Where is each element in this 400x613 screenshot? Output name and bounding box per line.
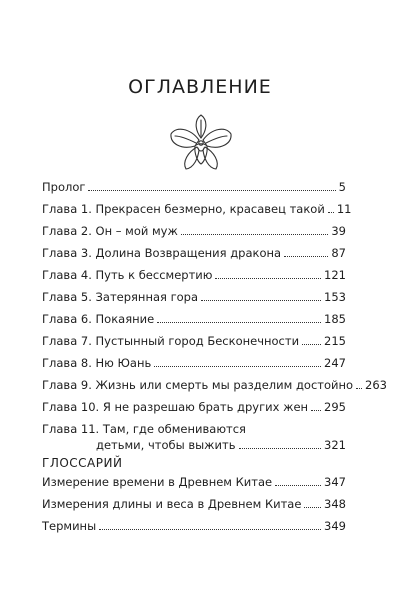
entry-page: 215 (324, 334, 346, 348)
glossary-heading: ГЛОССАРИЙ (42, 456, 123, 470)
entry-label: Глава 8. Ню Юань (42, 356, 152, 370)
entry-label: Пролог (42, 180, 86, 194)
toc-entry[interactable] (42, 290, 346, 304)
toc-entry[interactable] (42, 422, 346, 452)
entry-label: Глава 2. Он – мой муж (42, 224, 178, 238)
dot-leader (181, 234, 329, 235)
entry-label-continued: детьми, чтобы выжить (96, 438, 236, 452)
glossary-entry[interactable] (42, 519, 346, 533)
dot-leader (356, 388, 362, 389)
entry-label: Глава 11. Там, где обмениваются (42, 422, 246, 436)
entry-label: Глава 1. Прекрасен безмерно, красавец такой (42, 202, 325, 216)
entry-page: 321 (324, 438, 346, 452)
entry-page: 247 (324, 356, 346, 370)
dot-leader (154, 366, 321, 367)
entry-label: Глава 7. Пустынный город Бесконечности (42, 334, 300, 348)
entry-page: 5 (338, 180, 346, 194)
entry-page: 87 (331, 246, 346, 260)
entry-line-2 (42, 438, 346, 452)
entry-page: 39 (331, 224, 346, 238)
entry-page: 11 (336, 202, 352, 216)
dot-leader (201, 300, 321, 301)
toc-entry[interactable] (42, 246, 346, 260)
entry-page: 347 (324, 475, 346, 489)
dot-leader (311, 410, 321, 411)
glossary-entry[interactable] (42, 475, 346, 489)
entry-label: Термины (42, 519, 97, 533)
toc-entry[interactable] (42, 268, 346, 282)
page-title: ОГЛАВЛЕНИЕ (128, 76, 272, 98)
entry-page: 263 (365, 378, 387, 392)
entry-label: Глава 9. Жизнь или смерть мы разделим достойно (42, 378, 354, 392)
entry-label: Глава 10. Я не разрешаю брать других жен (42, 400, 309, 414)
dot-leader (302, 344, 321, 345)
dot-leader (215, 278, 321, 279)
entry-page: 153 (324, 290, 346, 304)
glossary-entry[interactable] (42, 497, 346, 511)
toc-list (42, 180, 387, 452)
toc-entry[interactable] (42, 356, 346, 370)
entry-label: Глава 4. Путь к бессмертию (42, 268, 213, 282)
entry-label: Измерение времени в Древнем Китае (42, 475, 273, 489)
entry-page: 121 (324, 268, 346, 282)
entry-label: Глава 6. Покаяние (42, 312, 155, 326)
toc-entry[interactable] (42, 180, 346, 194)
entry-label: Измерения длины и веса в Древнем Китае (42, 497, 302, 511)
toc-entry[interactable] (42, 224, 346, 238)
dot-leader (157, 322, 321, 323)
dot-leader (88, 190, 335, 191)
dot-leader (275, 485, 321, 486)
entry-label: Глава 3. Долина Возвращения дракона (42, 246, 282, 260)
toc-entry[interactable] (42, 378, 387, 392)
toc-entry[interactable] (42, 312, 346, 326)
dot-leader (328, 212, 334, 213)
entry-page: 185 (324, 312, 346, 326)
dot-leader (304, 507, 321, 508)
entry-page: 349 (324, 519, 346, 533)
toc-entry[interactable] (42, 400, 346, 414)
toc-entry[interactable] (42, 202, 352, 216)
entry-page: 348 (324, 497, 346, 511)
entry-label: Глава 5. Затерянная гора (42, 290, 199, 304)
orchid-icon (168, 112, 234, 174)
entry-line-1 (42, 422, 346, 436)
toc-entry[interactable] (42, 334, 346, 348)
glossary-list (42, 475, 346, 541)
entry-page: 295 (324, 400, 346, 414)
dot-leader (239, 448, 322, 449)
dot-leader (284, 256, 328, 257)
dot-leader (99, 529, 321, 530)
